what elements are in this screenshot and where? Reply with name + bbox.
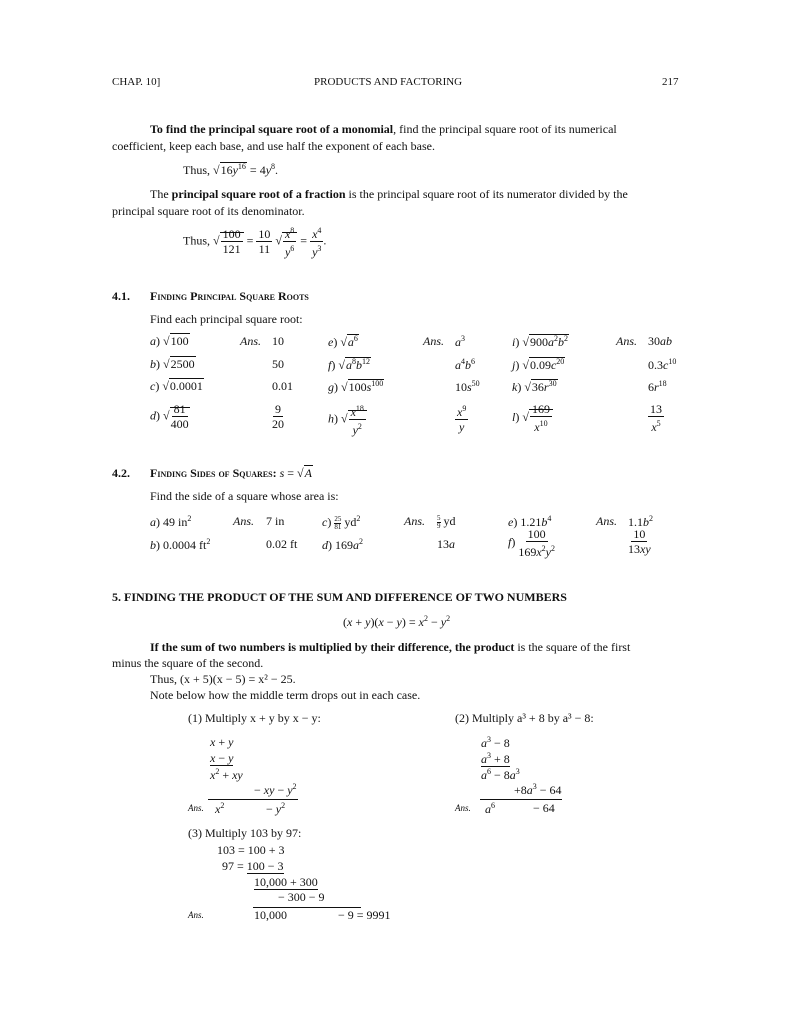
section-5-rule-cont: minus the square of the second.	[112, 656, 264, 670]
section-42-number: 4.2.	[112, 466, 130, 480]
section-5-title: 5. FINDING THE PRODUCT OF THE SUM AND DIFFERENCE OF TWO NUMBERS	[112, 590, 567, 604]
section-5-note: Note below how the middle term drops out in each case.	[150, 688, 421, 702]
section-41-number: 4.1.	[112, 289, 130, 303]
section-42-prompt: Find the side of a square whose area is:	[150, 489, 339, 503]
section-5-rule: If the sum of two numbers is multiplied by their difference, the product is the square of the first	[150, 640, 631, 654]
running-title: PRODUCTS AND FACTORING	[314, 76, 463, 88]
fraction-example: Thus, √ $\frac{100}{121}$ = $\frac{10}{11}$ √ $\frac{x^8}{y^6}$ = $\frac{x^4}{y^3}$ .	[183, 226, 327, 259]
example-1-title: (1) Multiply x + y by x − y:	[188, 711, 321, 725]
monomial-rule-cont: coefficient, keep each base, and use half the exponent of each base.	[112, 139, 435, 153]
monomial-rule: To find the principal square root of a monomial, find the principal square root of its numerical	[150, 122, 617, 136]
section-42-title: Finding Sides of Squares: s = √A	[150, 466, 312, 480]
fraction-rule-cont: principal square root of its denominator.	[112, 204, 305, 218]
example-3-title: (3) Multiply 103 by 97:	[188, 826, 302, 840]
page-number: 217	[662, 76, 679, 88]
section-41-prompt: Find each principal square root:	[150, 312, 303, 326]
section-41-title: Finding Principal Square Roots	[150, 289, 309, 303]
example-2-title: (2) Multiply a³ + 8 by a³ − 8:	[455, 711, 594, 725]
identity-formula: $(x + y)(x - y) = x^2 - y^2$	[343, 614, 451, 629]
fraction-rule: The principal square root of a fraction is the principal square root of its numerator divided by the	[150, 187, 628, 201]
monomial-example: Thus, $√16y^{16} = 4y^8$.	[183, 162, 279, 177]
section-5-example: Thus, (x + 5)(x − 5) = x² − 25.	[150, 672, 296, 686]
chapter-label: CHAP. 10]	[112, 76, 161, 88]
